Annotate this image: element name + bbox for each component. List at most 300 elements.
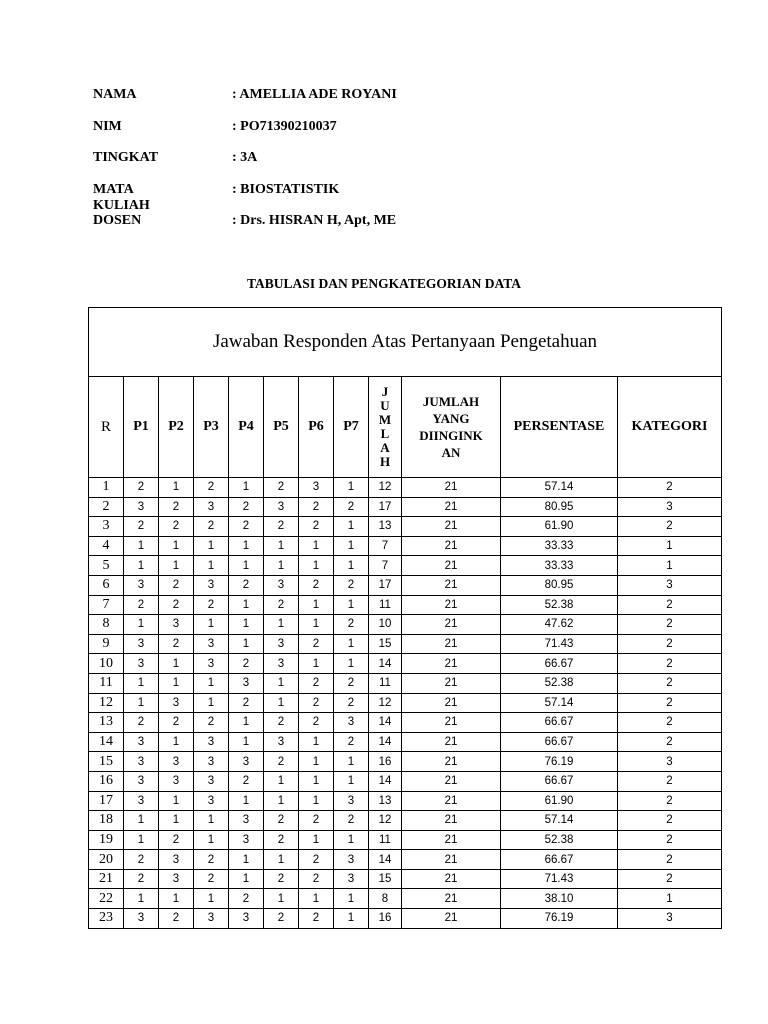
cell-jumlah: 17 — [369, 497, 402, 517]
header-row — [89, 377, 722, 478]
cell-p6: 1 — [299, 791, 334, 811]
cell-p1: 1 — [124, 615, 159, 635]
cell-jumlah: 17 — [369, 575, 402, 595]
cell-p6: 2 — [299, 811, 334, 831]
cell-persentase: 33.33 — [501, 556, 618, 576]
cell-jumlah-diinginkan: 21 — [402, 634, 501, 654]
cell-p6: 2 — [299, 673, 334, 693]
cell-p2: 3 — [159, 693, 194, 713]
cell-p3: 1 — [194, 811, 229, 831]
cell-p6: 1 — [299, 889, 334, 909]
cell-p5: 2 — [264, 713, 299, 733]
info-value: : 3A — [232, 150, 258, 165]
cell-p5: 3 — [264, 497, 299, 517]
cell-p3: 2 — [194, 595, 229, 615]
cell-respondent: 4 — [89, 536, 124, 556]
cell-respondent: 20 — [89, 850, 124, 870]
cell-persentase: 66.67 — [501, 713, 618, 733]
cell-p7: 2 — [334, 575, 369, 595]
cell-jumlah-diinginkan: 21 — [402, 889, 501, 909]
table-row — [89, 575, 722, 595]
cell-p5: 2 — [264, 752, 299, 772]
cell-p1: 1 — [124, 693, 159, 713]
cell-p3: 2 — [194, 517, 229, 537]
header-jumlah-letter: A — [380, 440, 390, 455]
cell-p6: 2 — [299, 869, 334, 889]
table-row — [89, 673, 722, 693]
cell-p2: 3 — [159, 615, 194, 635]
cell-persentase: 33.33 — [501, 536, 618, 556]
cell-p4: 2 — [229, 771, 264, 791]
table-row — [89, 771, 722, 791]
cell-kategori: 2 — [618, 615, 722, 635]
cell-jumlah: 11 — [369, 595, 402, 615]
table-row — [89, 791, 722, 811]
cell-p5: 1 — [264, 673, 299, 693]
header-p4: P4 — [229, 377, 264, 478]
cell-persentase: 47.62 — [501, 615, 618, 635]
cell-p5: 3 — [264, 575, 299, 595]
cell-kategori: 2 — [618, 850, 722, 870]
cell-p1: 3 — [124, 497, 159, 517]
header-p6: P6 — [299, 377, 334, 478]
table-row — [89, 654, 722, 674]
table-row — [89, 693, 722, 713]
cell-p4: 1 — [229, 615, 264, 635]
cell-p3: 1 — [194, 693, 229, 713]
header-p5: P5 — [264, 377, 299, 478]
header-jumlah-letter: M — [378, 412, 392, 427]
cell-jumlah-diinginkan: 21 — [402, 517, 501, 537]
cell-p7: 2 — [334, 732, 369, 752]
cell-persentase: 76.19 — [501, 909, 618, 929]
cell-p6: 1 — [299, 615, 334, 635]
cell-p7: 1 — [334, 536, 369, 556]
header-persentase: PERSENTASE — [501, 377, 618, 478]
cell-p3: 3 — [194, 791, 229, 811]
cell-p2: 1 — [159, 654, 194, 674]
cell-jumlah: 15 — [369, 869, 402, 889]
header-p1: P1 — [124, 377, 159, 478]
cell-kategori: 3 — [618, 752, 722, 772]
cell-p7: 1 — [334, 634, 369, 654]
cell-p3: 1 — [194, 673, 229, 693]
cell-p6: 1 — [299, 771, 334, 791]
cell-p5: 1 — [264, 693, 299, 713]
cell-p3: 3 — [194, 634, 229, 654]
cell-p6: 2 — [299, 909, 334, 929]
header-jumlah-diinginkan — [402, 377, 501, 478]
table-caption: Jawaban Responden Atas Pertanyaan Pengetahuan — [89, 308, 722, 377]
cell-persentase: 66.67 — [501, 654, 618, 674]
cell-p4: 1 — [229, 556, 264, 576]
cell-respondent: 21 — [89, 869, 124, 889]
cell-p5: 2 — [264, 478, 299, 498]
cell-respondent: 14 — [89, 732, 124, 752]
cell-respondent: 22 — [89, 889, 124, 909]
cell-jumlah-diinginkan: 21 — [402, 693, 501, 713]
cell-p3: 3 — [194, 575, 229, 595]
header-jumlah-letter: L — [380, 426, 390, 441]
cell-kategori: 2 — [618, 654, 722, 674]
info-label: DOSEN — [93, 213, 142, 228]
cell-kategori: 3 — [618, 497, 722, 517]
cell-p6: 2 — [299, 693, 334, 713]
info-label: MATA KULIAH — [93, 181, 150, 213]
cell-jumlah-diinginkan: 21 — [402, 556, 501, 576]
cell-jumlah-diinginkan: 21 — [402, 811, 501, 831]
table-row — [89, 478, 722, 498]
cell-respondent: 18 — [89, 811, 124, 831]
cell-p5: 2 — [264, 909, 299, 929]
header-jumlah-diinginkan-line: AN — [441, 445, 461, 460]
table-row — [89, 732, 722, 752]
header-jumlah-letter: H — [379, 454, 391, 469]
header-jumlah — [369, 377, 402, 478]
table-row — [89, 889, 722, 909]
cell-jumlah: 13 — [369, 791, 402, 811]
info-label: NIM — [93, 118, 122, 134]
cell-p3: 2 — [194, 869, 229, 889]
cell-p4: 1 — [229, 478, 264, 498]
cell-respondent: 5 — [89, 556, 124, 576]
cell-jumlah: 10 — [369, 615, 402, 635]
info-label: NAMA — [93, 87, 137, 102]
cell-p7: 1 — [334, 889, 369, 909]
cell-p6: 1 — [299, 556, 334, 576]
cell-jumlah: 14 — [369, 771, 402, 791]
cell-p4: 2 — [229, 654, 264, 674]
cell-p5: 2 — [264, 830, 299, 850]
cell-persentase: 76.19 — [501, 752, 618, 772]
cell-p7: 3 — [334, 869, 369, 889]
cell-p4: 2 — [229, 497, 264, 517]
cell-jumlah: 11 — [369, 673, 402, 693]
header-p2: P2 — [159, 377, 194, 478]
cell-p7: 1 — [334, 771, 369, 791]
cell-p2: 1 — [159, 536, 194, 556]
cell-jumlah: 14 — [369, 732, 402, 752]
cell-p1: 3 — [124, 771, 159, 791]
cell-p1: 3 — [124, 752, 159, 772]
cell-kategori: 2 — [618, 811, 722, 831]
header-jumlah-diinginkan-line: DIINGINK — [419, 428, 483, 443]
cell-persentase: 57.14 — [501, 811, 618, 831]
table-row — [89, 497, 722, 517]
cell-jumlah-diinginkan: 21 — [402, 850, 501, 870]
cell-p4: 1 — [229, 732, 264, 752]
cell-jumlah-diinginkan: 21 — [402, 478, 501, 498]
cell-p5: 1 — [264, 536, 299, 556]
cell-jumlah: 15 — [369, 634, 402, 654]
cell-kategori: 2 — [618, 517, 722, 537]
table-row — [89, 536, 722, 556]
cell-p2: 2 — [159, 575, 194, 595]
cell-p6: 1 — [299, 830, 334, 850]
cell-kategori: 1 — [618, 556, 722, 576]
header-r: R — [89, 377, 124, 478]
cell-p2: 1 — [159, 889, 194, 909]
cell-p2: 3 — [159, 771, 194, 791]
cell-kategori: 2 — [618, 478, 722, 498]
cell-p6: 2 — [299, 634, 334, 654]
cell-p2: 1 — [159, 791, 194, 811]
cell-kategori: 3 — [618, 575, 722, 595]
cell-p4: 3 — [229, 752, 264, 772]
cell-kategori: 2 — [618, 830, 722, 850]
cell-p3: 1 — [194, 830, 229, 850]
cell-jumlah: 11 — [369, 830, 402, 850]
table-row — [89, 850, 722, 870]
cell-respondent: 12 — [89, 693, 124, 713]
cell-p1: 1 — [124, 536, 159, 556]
cell-respondent: 6 — [89, 575, 124, 595]
cell-kategori: 2 — [618, 693, 722, 713]
cell-p2: 2 — [159, 909, 194, 929]
header-jumlah-letter: J — [381, 384, 389, 399]
cell-p2: 2 — [159, 634, 194, 654]
cell-p2: 1 — [159, 556, 194, 576]
cell-p2: 2 — [159, 830, 194, 850]
cell-respondent: 11 — [89, 673, 124, 693]
cell-kategori: 2 — [618, 673, 722, 693]
cell-jumlah-diinginkan: 21 — [402, 615, 501, 635]
cell-p6: 1 — [299, 654, 334, 674]
cell-p7: 3 — [334, 791, 369, 811]
cell-p7: 1 — [334, 752, 369, 772]
header-p7: P7 — [334, 377, 369, 478]
info-label: TINGKAT — [93, 150, 159, 165]
table-row — [89, 517, 722, 537]
cell-p7: 1 — [334, 595, 369, 615]
cell-p5: 2 — [264, 517, 299, 537]
cell-p3: 3 — [194, 909, 229, 929]
cell-kategori: 3 — [618, 909, 722, 929]
info-value: : Drs. HISRAN H, Apt, ME — [232, 213, 397, 228]
cell-jumlah: 12 — [369, 811, 402, 831]
table-body — [89, 478, 722, 929]
info-value: : BIOSTATISTIK — [232, 181, 340, 197]
cell-persentase: 71.43 — [501, 634, 618, 654]
cell-respondent: 8 — [89, 615, 124, 635]
table-row — [89, 752, 722, 772]
cell-p2: 1 — [159, 811, 194, 831]
cell-p4: 1 — [229, 634, 264, 654]
cell-p2: 3 — [159, 850, 194, 870]
cell-p6: 1 — [299, 732, 334, 752]
cell-jumlah-diinginkan: 21 — [402, 752, 501, 772]
cell-p5: 2 — [264, 869, 299, 889]
cell-jumlah-diinginkan: 21 — [402, 713, 501, 733]
cell-p4: 2 — [229, 517, 264, 537]
cell-p1: 1 — [124, 673, 159, 693]
cell-p4: 1 — [229, 713, 264, 733]
cell-kategori: 1 — [618, 536, 722, 556]
table-row — [89, 811, 722, 831]
cell-respondent: 2 — [89, 497, 124, 517]
cell-p4: 3 — [229, 909, 264, 929]
cell-p5: 2 — [264, 595, 299, 615]
cell-p4: 3 — [229, 830, 264, 850]
cell-jumlah: 16 — [369, 909, 402, 929]
cell-jumlah: 12 — [369, 478, 402, 498]
cell-p6: 1 — [299, 595, 334, 615]
header-jumlah-diinginkan-line: YANG — [432, 411, 470, 426]
cell-p5: 1 — [264, 771, 299, 791]
header-jumlah-diinginkan-line: JUMLAH — [422, 394, 480, 409]
cell-p1: 3 — [124, 791, 159, 811]
cell-p1: 3 — [124, 909, 159, 929]
cell-p6: 2 — [299, 517, 334, 537]
cell-persentase: 52.38 — [501, 595, 618, 615]
cell-p5: 3 — [264, 634, 299, 654]
section-title: TABULASI DAN PENGKATEGORIAN DATA — [247, 276, 521, 291]
cell-p5: 1 — [264, 850, 299, 870]
table-row — [89, 595, 722, 615]
cell-jumlah-diinginkan: 21 — [402, 654, 501, 674]
cell-respondent: 1 — [89, 478, 124, 498]
cell-p2: 1 — [159, 478, 194, 498]
cell-p4: 1 — [229, 850, 264, 870]
cell-p6: 1 — [299, 752, 334, 772]
cell-respondent: 16 — [89, 771, 124, 791]
cell-p4: 1 — [229, 536, 264, 556]
info-value: : AMELLIA ADE ROYANI — [232, 87, 397, 102]
cell-p5: 1 — [264, 615, 299, 635]
cell-respondent: 10 — [89, 654, 124, 674]
cell-p4: 1 — [229, 595, 264, 615]
table-row — [89, 615, 722, 635]
cell-p1: 1 — [124, 811, 159, 831]
cell-p4: 2 — [229, 693, 264, 713]
cell-p7: 2 — [334, 673, 369, 693]
cell-p3: 3 — [194, 654, 229, 674]
cell-kategori: 1 — [618, 889, 722, 909]
cell-p3: 1 — [194, 615, 229, 635]
header-kategori: KATEGORI — [618, 377, 722, 478]
cell-p7: 1 — [334, 909, 369, 929]
cell-p1: 2 — [124, 713, 159, 733]
cell-p4: 1 — [229, 791, 264, 811]
table-row — [89, 869, 722, 889]
cell-jumlah: 14 — [369, 713, 402, 733]
cell-persentase: 52.38 — [501, 673, 618, 693]
cell-p1: 2 — [124, 850, 159, 870]
cell-p5: 3 — [264, 654, 299, 674]
cell-p4: 2 — [229, 889, 264, 909]
cell-p5: 1 — [264, 556, 299, 576]
cell-p1: 1 — [124, 889, 159, 909]
cell-jumlah: 14 — [369, 850, 402, 870]
cell-persentase: 57.14 — [501, 478, 618, 498]
cell-p3: 3 — [194, 497, 229, 517]
cell-respondent: 23 — [89, 909, 124, 929]
cell-p3: 1 — [194, 556, 229, 576]
cell-p6: 2 — [299, 575, 334, 595]
cell-persentase: 61.90 — [501, 791, 618, 811]
cell-jumlah-diinginkan: 21 — [402, 575, 501, 595]
cell-p3: 1 — [194, 889, 229, 909]
cell-p7: 1 — [334, 556, 369, 576]
cell-jumlah: 12 — [369, 693, 402, 713]
cell-respondent: 19 — [89, 830, 124, 850]
table-row — [89, 830, 722, 850]
cell-p7: 3 — [334, 850, 369, 870]
cell-p2: 1 — [159, 673, 194, 693]
cell-p5: 2 — [264, 811, 299, 831]
cell-jumlah-diinginkan: 21 — [402, 830, 501, 850]
cell-p7: 1 — [334, 830, 369, 850]
info-value: : PO71390210037 — [232, 118, 337, 134]
cell-kategori: 2 — [618, 732, 722, 752]
cell-jumlah: 14 — [369, 654, 402, 674]
cell-p1: 3 — [124, 634, 159, 654]
cell-p3: 2 — [194, 478, 229, 498]
cell-jumlah-diinginkan: 21 — [402, 673, 501, 693]
cell-p7: 1 — [334, 478, 369, 498]
cell-p3: 2 — [194, 850, 229, 870]
table-row — [89, 556, 722, 576]
cell-jumlah-diinginkan: 21 — [402, 771, 501, 791]
cell-p7: 2 — [334, 693, 369, 713]
cell-p5: 1 — [264, 791, 299, 811]
cell-persentase: 61.90 — [501, 517, 618, 537]
cell-jumlah: 13 — [369, 517, 402, 537]
header-jumlah-letter: U — [380, 398, 390, 413]
cell-kategori: 2 — [618, 791, 722, 811]
cell-persentase: 57.14 — [501, 693, 618, 713]
cell-p3: 1 — [194, 536, 229, 556]
cell-p3: 2 — [194, 713, 229, 733]
cell-p7: 3 — [334, 713, 369, 733]
cell-p1: 3 — [124, 732, 159, 752]
cell-p4: 2 — [229, 575, 264, 595]
cell-p1: 3 — [124, 654, 159, 674]
cell-p7: 1 — [334, 517, 369, 537]
cell-persentase: 80.95 — [501, 575, 618, 595]
cell-p6: 2 — [299, 850, 334, 870]
data-table — [88, 307, 722, 929]
cell-p4: 3 — [229, 673, 264, 693]
cell-p1: 1 — [124, 556, 159, 576]
cell-p7: 2 — [334, 811, 369, 831]
cell-jumlah: 7 — [369, 536, 402, 556]
cell-jumlah: 16 — [369, 752, 402, 772]
cell-p2: 2 — [159, 595, 194, 615]
cell-p3: 3 — [194, 771, 229, 791]
cell-p1: 2 — [124, 595, 159, 615]
cell-jumlah-diinginkan: 21 — [402, 497, 501, 517]
cell-jumlah-diinginkan: 21 — [402, 869, 501, 889]
cell-p1: 2 — [124, 869, 159, 889]
cell-p1: 2 — [124, 478, 159, 498]
cell-p7: 1 — [334, 654, 369, 674]
cell-p6: 2 — [299, 497, 334, 517]
cell-p2: 3 — [159, 869, 194, 889]
header-p3: P3 — [194, 377, 229, 478]
cell-p1: 3 — [124, 575, 159, 595]
table-row — [89, 713, 722, 733]
cell-respondent: 15 — [89, 752, 124, 772]
cell-jumlah: 7 — [369, 556, 402, 576]
cell-p3: 3 — [194, 752, 229, 772]
cell-p2: 2 — [159, 497, 194, 517]
table-row — [89, 909, 722, 929]
cell-p5: 3 — [264, 732, 299, 752]
cell-respondent: 9 — [89, 634, 124, 654]
cell-p2: 3 — [159, 752, 194, 772]
cell-p2: 1 — [159, 732, 194, 752]
